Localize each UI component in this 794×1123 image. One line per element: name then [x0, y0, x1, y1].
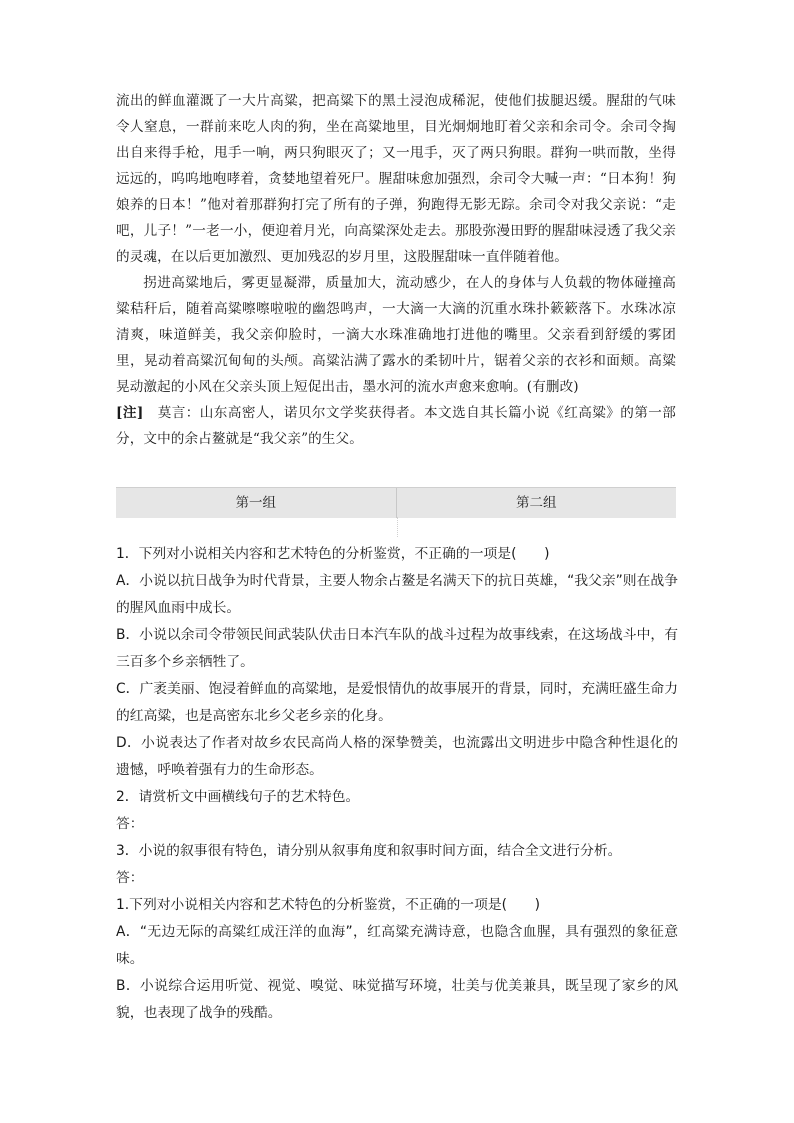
question-section — [116, 541, 678, 1027]
tab-group-2[interactable]: 第二组 — [516, 495, 557, 511]
answer-label: 答： — [116, 816, 144, 832]
question-3: 3．小说的叙事很有特色，请分别从叙事角度和叙事时间方面，结合全文进行分析。 — [116, 843, 622, 859]
note-text: 莫言：山东高密人，诺贝尔文学奖获得者。本文选自其长篇小说《红高粱》的第一部分，文中的余占鳌就是“我父亲”的生父。 — [116, 405, 676, 447]
note-tag: [注] — [116, 405, 144, 421]
author-note — [116, 400, 676, 452]
option-a: A．“无边无际的高粱红成汪洋的血海”，红高粱充满诗意，也隐含血腥，具有强烈的象征意味。 — [116, 924, 678, 967]
question-1: 1．下列对小说相关内容和艺术特色的分析鉴赏，不正确的一项是( ) — [116, 546, 550, 562]
group-tabs — [116, 487, 676, 518]
tab-group-1[interactable]: 第一组 — [235, 495, 276, 511]
question-2: 2．请赏析文中画横线句子的艺术特色。 — [116, 789, 360, 805]
passage-paragraph: 流出的鲜血灌溉了一大片高粱，把高粱下的黑土浸泡成稀泥，使他们拔腿迟缓。腥甜的气味令人窒息，一群前来吃人肉的狗，坐在高粱地里，目光炯炯地盯着父亲和余司令。余司令掏出自来得手枪，甩手一响，两只狗眼灭了；又一甩手，灭了两只狗眼。群狗一哄而散，坐得远远的，呜呜地咆哮着，贪婪地望着死尸。腥甜味愈加强烈，余司令大喊一声：“日本狗！狗娘养的日本！”他对着那群狗打完了所有的子弹，狗跑得无影无踪。余司令对我父亲说：“走吧，儿子！”一老一小，便迎着月光，向高粱深处走去。那股弥漫田野的腥甜味浸透了我父亲的灵魂，在以后更加激烈、更加残忍的岁月里，这股腥甜味一直伴随着他。 — [116, 93, 676, 265]
option-c: C．广袤美丽、饱浸着鲜血的高粱地，是爱恨情仇的故事展开的背景，同时，充满旺盛生命力的红高粱，也是高密东北乡父老乡亲的化身。 — [116, 681, 678, 724]
passage-paragraph: 拐进高粱地后，雾更显凝滞，质量加大，流动感少，在人的身体与人负载的物体碰撞高粱秸秆后，随着高粱嚓嚓啦啦的幽怨鸣声，一大滴一大滴的沉重水珠扑簌簌落下。水珠冰凉清爽，味道鲜美，我父亲仰脸时，一滴大水珠准确地打进他的嘴里。父亲看到舒缓的雾团里，晃动着高粱沉甸甸的头颅。高粱沾满了露水的柔韧叶片，锯着父亲的衣衫和面颊。高粱晃动激起的小风在父亲头顶上短促出击，墨水河的流水声愈来愈响。(有删改) — [116, 275, 676, 395]
answer-label: 答： — [116, 870, 144, 886]
tab-divider-dotted — [397, 517, 398, 537]
question-1-group-2: 1.下列对小说相关内容和艺术特色的分析鉴赏，不正确的一项是( ) — [116, 897, 541, 913]
option-d: D．小说表达了作者对故乡农民高尚人格的深挚赞美，也流露出文明进步中隐含种性退化的遗憾，呼唤着强有力的生命形态。 — [116, 735, 678, 778]
option-b: B．小说以余司令带领民间武装队伏击日本汽车队的战斗过程为故事线索，在这场战斗中，有三百多个乡亲牺牲了。 — [116, 627, 678, 670]
reading-passage — [116, 88, 676, 452]
option-b: B．小说综合运用听觉、视觉、嗅觉、味觉描写环境，壮美与优美兼具，既呈现了家乡的风貌，也表现了战争的残酷。 — [116, 978, 678, 1021]
option-a: A．小说以抗日战争为时代背景，主要人物余占鳌是名满天下的抗日英雄，“我父亲”则在战争的腥风血雨中成长。 — [116, 573, 678, 616]
